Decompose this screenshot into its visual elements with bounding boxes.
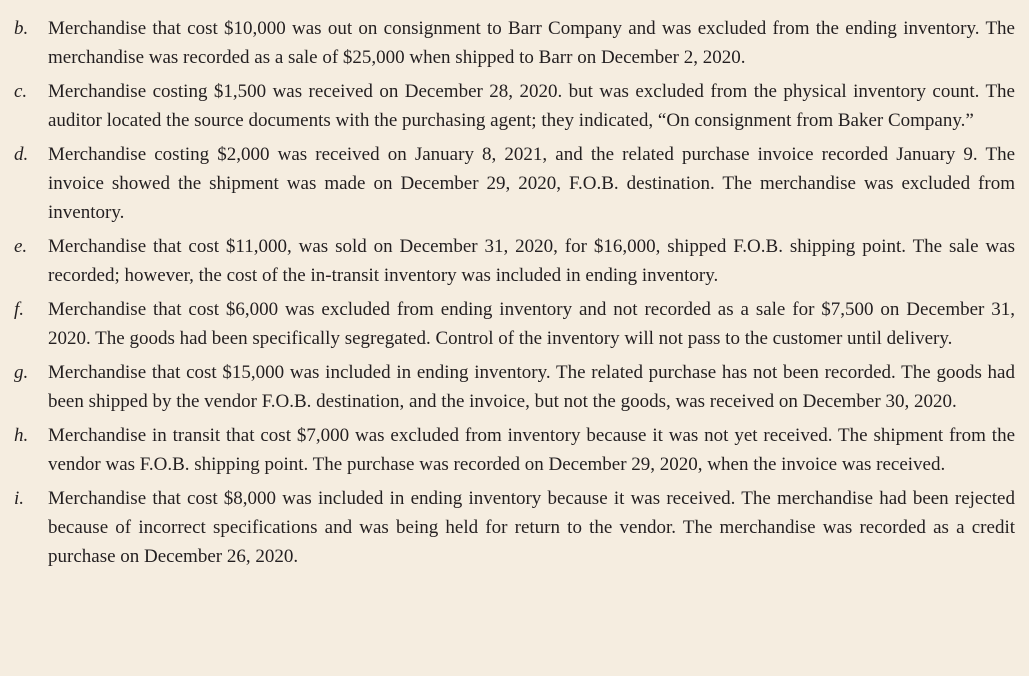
list-item-e — [14, 232, 1015, 290]
item-text: Merchandise in transit that cost $7,000 was excluded from inventory because it was not yet received. The shipment from the vendor was F.O.B. shipping point. The purchase was recorded on December 29, 2020, when the invoice was received. — [48, 425, 1015, 475]
item-text: Merchandise costing $2,000 was received on January 8, 2021, and the related purchase invoice recorded January 9. The invoice showed the shipment was made on December 29, 2020, F.O.B. destination. The merchandise was excluded from inventory. — [48, 144, 1015, 223]
item-letter: f. — [14, 299, 25, 320]
item-text: Merchandise costing $1,500 was received on December 28, 2020. but was excluded from the physical inventory count. The auditor located the source documents with the purchasing agent; they indicated, “On consignment from Baker Company.” — [48, 81, 1015, 131]
item-letter: i. — [14, 488, 25, 509]
item-text: Merchandise that cost $10,000 was out on consignment to Barr Company and was excluded from the ending inventory. The merchandise was recorded as a sale of $25,000 when shipped to Barr on December 2, 2020. — [48, 18, 1015, 68]
item-text: Merchandise that cost $15,000 was included in ending inventory. The related purchase has not been recorded. The goods had been shipped by the vendor F.O.B. destination, and the invoice, but not the goods, was received on December 30, 2020. — [48, 362, 1015, 412]
item-letter: c. — [14, 81, 28, 102]
list-item-b — [14, 14, 1015, 72]
list-item-h — [14, 421, 1015, 479]
item-letter: h. — [14, 425, 29, 446]
item-text: Merchandise that cost $6,000 was excluded from ending inventory and not recorded as a sale for $7,500 on December 31, 2020. The goods had been specifically segregated. Control of the inventory will not pass to the customer until delivery. — [48, 299, 1015, 349]
item-letter: e. — [14, 236, 28, 257]
item-letter: b. — [14, 18, 29, 39]
item-letter: g. — [14, 362, 29, 383]
list-item-d — [14, 140, 1015, 227]
item-text: Merchandise that cost $11,000, was sold on December 31, 2020, for $16,000, shipped F.O.B. shipping point. The sale was recorded; however, the cost of the in-transit inventory was included in ending inventory. — [48, 236, 1015, 286]
list-item-f — [14, 295, 1015, 353]
list-item-c — [14, 77, 1015, 135]
item-letter: d. — [14, 144, 29, 165]
list-item-g — [14, 358, 1015, 416]
item-text: Merchandise that cost $8,000 was included in ending inventory because it was received. The merchandise had been rejected because of incorrect specifications and was being held for return to the vendor. The merchandise was recorded as a credit purchase on December 26, 2020. — [48, 488, 1015, 567]
list-item-i — [14, 484, 1015, 571]
